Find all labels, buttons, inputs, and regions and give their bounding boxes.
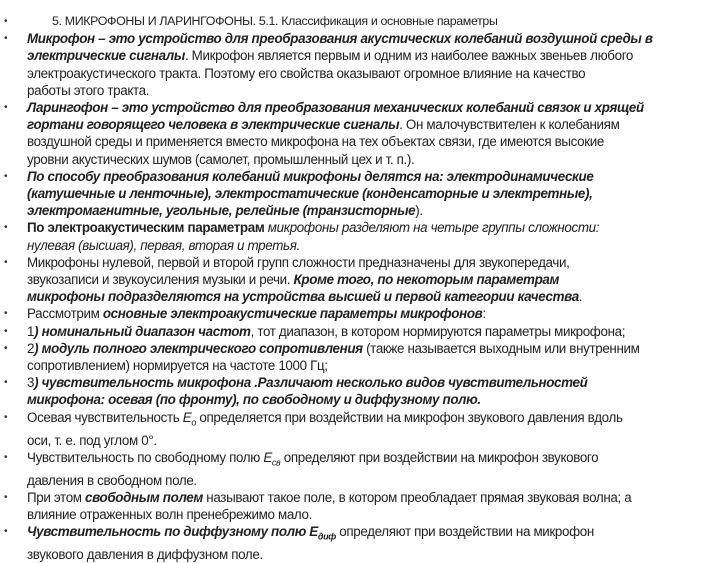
text-run: 1	[27, 323, 35, 339]
text-line	[0, 65, 720, 82]
slide-document	[0, 13, 720, 563]
bullet-icon: •	[4, 411, 8, 423]
bullet-paragraph	[0, 30, 720, 99]
text-line	[0, 340, 720, 357]
text-run: (катушечные и ленточные), электростатические (конденсаторные и электретные),	[27, 186, 593, 202]
bullet-paragraph	[0, 219, 720, 253]
text-line	[0, 432, 720, 449]
text-line	[0, 219, 720, 236]
text-line	[0, 323, 720, 340]
text-run: электроакустического тракта. Поэтому его свойства оказывают огромное влияние на качество	[27, 65, 586, 81]
text-line	[0, 472, 720, 489]
text-line	[0, 116, 720, 133]
text-run: :	[482, 306, 486, 322]
bullet-paragraph	[0, 168, 720, 220]
bullet-paragraph	[0, 409, 720, 449]
bullet-paragraph	[0, 374, 720, 408]
text-run: давления в свободном поле.	[27, 472, 197, 488]
text-line	[0, 237, 720, 254]
text-run: Микрофон – это устройство для преобразования акустических колебаний воздушной среды в	[27, 31, 653, 47]
text-line	[0, 288, 720, 305]
bullet-icon: •	[4, 256, 8, 268]
bullet-icon: •	[4, 33, 8, 45]
text-line	[0, 82, 720, 99]
text-run: Чувствительность по диффузному полю E	[27, 524, 318, 540]
text-run: ) номинальный диапазон частот	[34, 323, 251, 339]
text-run: .	[578, 289, 583, 305]
text-run: сопротивлением) нормируется на частоте 1000 Гц;	[27, 358, 328, 374]
text-run: влияние отраженных волн пренебрежимо мало.	[27, 507, 312, 523]
text-run: воздушной среды и применяется вместо микрофона на тех объектах связи, где имеются высокие	[27, 134, 604, 150]
text-run: . Микрофон является первым и одним из наиболее важных звеньев любого	[184, 48, 634, 64]
text-run: работы этого тракта.	[27, 82, 150, 98]
text-run: Осевая чувствительность	[27, 409, 183, 425]
bullet-icon: •	[4, 170, 8, 182]
bullet-paragraph	[0, 523, 720, 563]
text-run: микрофона: осевая (по фронту), по свободному и диффузному полю.	[27, 392, 481, 408]
text-run: нулевая (высшая), первая, вторая и третья.	[27, 237, 300, 253]
text-line	[0, 357, 720, 374]
text-run: электрические сигналы	[27, 48, 185, 64]
text-run: уровни акустических шумов (самолет, промышленный цех и т. п.).	[27, 151, 415, 167]
text-run: Чувствительность по свободному полю	[27, 449, 264, 465]
bullet-paragraph	[0, 323, 720, 340]
text-line	[0, 99, 720, 116]
text-run: ).	[415, 203, 423, 219]
text-run: E	[182, 409, 192, 425]
bullet-paragraph	[0, 305, 720, 322]
text-run: микрофоны подразделяются на устройства высшей и первой категории качества	[27, 289, 579, 305]
text-run: определяют при воздействии на микрофон звукового	[280, 449, 599, 465]
bullet-paragraph	[0, 449, 720, 489]
text-run: 3	[27, 375, 35, 391]
bullet-paragraph	[0, 489, 720, 523]
bullet-icon: •	[4, 526, 8, 538]
text-run: Кроме того, по некоторым параметрам	[293, 272, 560, 288]
text-line	[0, 254, 720, 271]
bullet-icon: •	[4, 325, 8, 337]
text-run: , тот диапазон, в котором нормируются параметры микрофона;	[250, 323, 626, 339]
bullet-icon: •	[4, 308, 8, 320]
text-line	[0, 546, 720, 563]
text-run: звукового давления в диффузном поле.	[27, 547, 263, 563]
text-line	[0, 30, 720, 47]
text-run: ) чувствительность микрофона .Различают несколько видов чувствительностей	[34, 375, 588, 391]
text-line	[0, 271, 720, 288]
text-run: свободным полем	[85, 489, 203, 505]
bullet-icon: •	[4, 342, 8, 354]
bullet-paragraph	[0, 340, 720, 374]
text-line	[0, 133, 720, 150]
text-run: называют такое поле, в котором преобладает прямая звуковая волна; а	[202, 489, 632, 505]
text-line	[0, 489, 720, 506]
text-run: св	[271, 457, 281, 468]
text-run: По электроакустическим параметрам	[27, 220, 268, 236]
text-run: o	[191, 417, 196, 428]
text-run: Ларингофон – это устройство для преобразования механических колебаний связок и хрящей	[27, 100, 644, 116]
text-line	[0, 506, 720, 523]
text-line	[0, 168, 720, 185]
text-run: основные электроакустические параметры микрофонов	[102, 306, 483, 322]
text-run: Микрофоны нулевой, первой и второй групп сложности предназначены для звукопередачи,	[27, 254, 570, 270]
bullet-paragraph	[0, 99, 720, 168]
text-run: звукозаписи и звукоусиления музыки и речи.	[27, 272, 294, 288]
text-run: По способу преобразования колебаний микрофоны делятся на: электродинамические	[27, 168, 594, 184]
text-line	[0, 449, 720, 472]
text-line	[0, 523, 720, 546]
text-line	[0, 374, 720, 391]
text-run: (также называется выходным или внутренним	[362, 340, 640, 356]
text-run: 5. МИКРОФОНЫ И ЛАРИНГОФОНЫ. 5.1. Классификация и основные параметры	[52, 14, 498, 28]
text-line	[0, 185, 720, 202]
text-run: 2	[27, 340, 35, 356]
bullet-icon: •	[4, 102, 8, 114]
bullet-icon: •	[4, 222, 8, 234]
bullet-icon: •	[4, 377, 8, 389]
text-run: . Он малочувствителен к колебаниям	[399, 117, 620, 133]
bullet-icon: •	[4, 16, 8, 27]
text-run: E	[263, 449, 272, 465]
text-line	[0, 13, 720, 30]
text-run: электромагнитные, угольные, релейные (транзисторные	[27, 203, 416, 219]
text-run: ) модуль полного электрического сопротивления	[34, 340, 363, 356]
page-title	[0, 13, 720, 30]
bullet-icon: •	[4, 451, 8, 463]
text-line	[0, 391, 720, 408]
text-line	[0, 202, 720, 219]
text-run: микрофоны разделяют на четыре группы сложности:	[267, 220, 600, 236]
text-run: Рассмотрим	[27, 306, 103, 322]
text-run: диф	[317, 531, 336, 542]
text-run: определяется при воздействии на микрофон звукового давления вдоль	[196, 409, 623, 425]
text-line	[0, 151, 720, 168]
text-line	[0, 409, 720, 432]
text-line	[0, 305, 720, 322]
text-line	[0, 47, 720, 64]
bullet-icon: •	[4, 491, 8, 503]
text-run: гортани говорящего человека в электрические сигналы	[27, 117, 400, 133]
text-run: оси, т. е. под углом 0°.	[27, 432, 157, 448]
text-run: определяют при воздействии на микрофон	[335, 524, 594, 540]
text-run: При этом	[27, 489, 86, 505]
bullet-paragraph	[0, 254, 720, 306]
